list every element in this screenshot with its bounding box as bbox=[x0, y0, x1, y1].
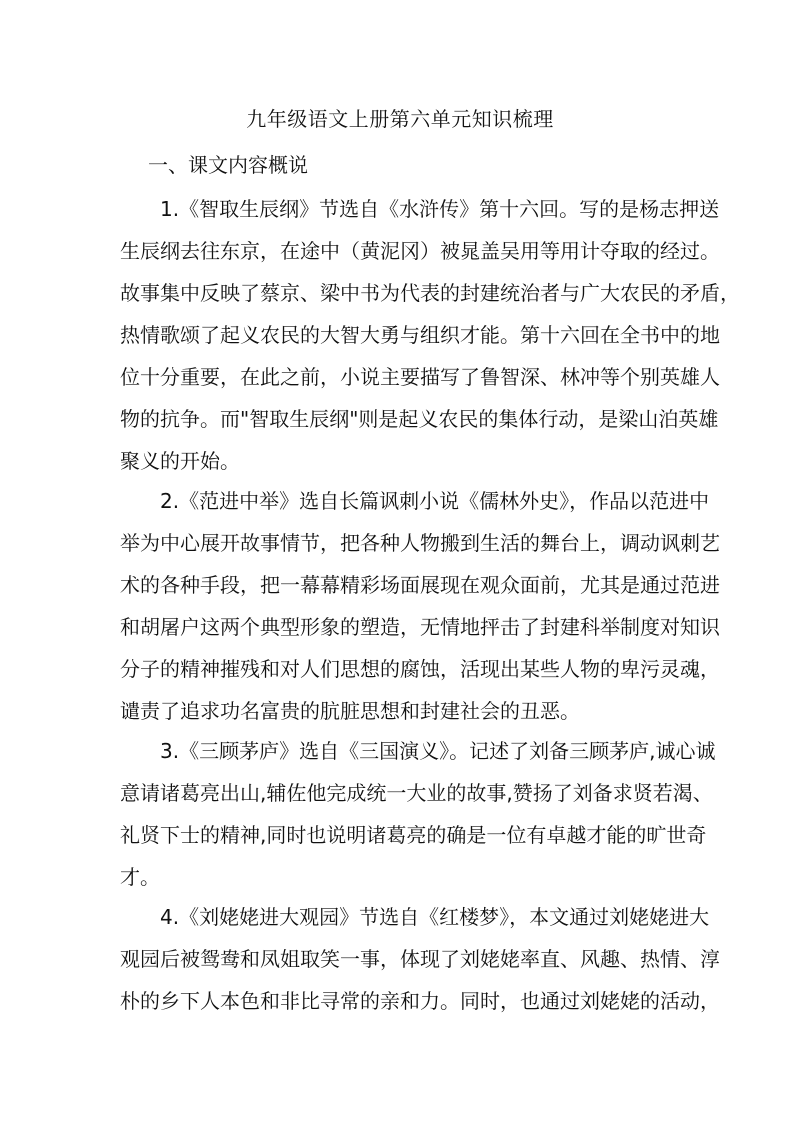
paragraph-4 bbox=[120, 896, 720, 1022]
paragraph-1 bbox=[120, 188, 740, 482]
paragraph-line: 举为中心展开故事情节，把各种人物搬到生活的舞台上，调动讽刺艺 bbox=[120, 531, 720, 555]
paragraph-line: 位十分重要，在此之前，小说主要描写了鲁智深、林冲等个别英雄人 bbox=[120, 365, 720, 389]
paragraph-line: 热情歌颂了起义农民的大智大勇与组织才能。第十六回在全书中的地 bbox=[120, 323, 720, 347]
paragraph-line: 礼贤下士的精神,同时也说明诸葛亮的确是一位有卓越才能的旷世奇 bbox=[120, 823, 707, 847]
paragraph-line: 生辰纲去往东京，在途中（黄泥冈）被晁盖吴用等用计夺取的经过。 bbox=[120, 239, 720, 263]
paragraph-2 bbox=[120, 480, 720, 732]
paragraph-line: 观园后被鸳鸯和凤姐取笑一事，体现了刘姥姥率直、风趣、热情、淳 bbox=[120, 947, 720, 971]
paragraph-line: 4.《刘姥姥进大观园》节选自《红楼梦》，本文通过刘姥姥进大 bbox=[160, 905, 710, 929]
document-title: 九年级语文上册第六单元知识梳理 bbox=[246, 107, 554, 131]
paragraph-line: 物的抗争。而"智取生辰纲"则是起义农民的集体行动，是梁山泊英雄 bbox=[120, 407, 719, 431]
paragraph-line: 和胡屠户这两个典型形象的塑造，无情地抨击了封建科举制度对知识 bbox=[120, 615, 720, 639]
paragraph-3 bbox=[120, 730, 716, 898]
paragraph-line: 才。 bbox=[120, 865, 160, 889]
paragraph-line: 2.《范进中举》选自长篇讽刺小说《儒林外史》，作品以范进中 bbox=[160, 489, 710, 513]
paragraph-line: 故事集中反映了蔡京、梁中书为代表的封建统治者与广大农民的矛盾， bbox=[120, 281, 740, 305]
paragraph-line: 意请诸葛亮出山,辅佐他完成统一大业的故事,赞扬了刘备求贤若渴、 bbox=[120, 781, 713, 805]
paragraph-line: 3.《三顾茅庐》选自《三国演义》。记述了刘备三顾茅庐,诚心诚 bbox=[160, 739, 716, 763]
paragraph-line: 谴责了追求功名富贵的肮脏思想和封建社会的丑恶。 bbox=[120, 699, 580, 723]
paragraph-line: 1.《智取生辰纲》节选自《水浒传》第十六回。写的是杨志押送 bbox=[160, 197, 720, 221]
section-heading: 一、课文内容概说 bbox=[148, 153, 308, 177]
paragraph-line: 朴的乡下人本色和非比寻常的亲和力。同时，也通过刘姥姥的活动， bbox=[120, 989, 720, 1013]
paragraph-line: 术的各种手段，把一幕幕精彩场面展现在观众面前，尤其是通过范进 bbox=[120, 573, 720, 597]
paragraph-line: 分子的精神摧残和对人们思想的腐蚀，活现出某些人物的卑污灵魂， bbox=[120, 657, 720, 681]
paragraph-line: 聚义的开始。 bbox=[120, 449, 240, 473]
